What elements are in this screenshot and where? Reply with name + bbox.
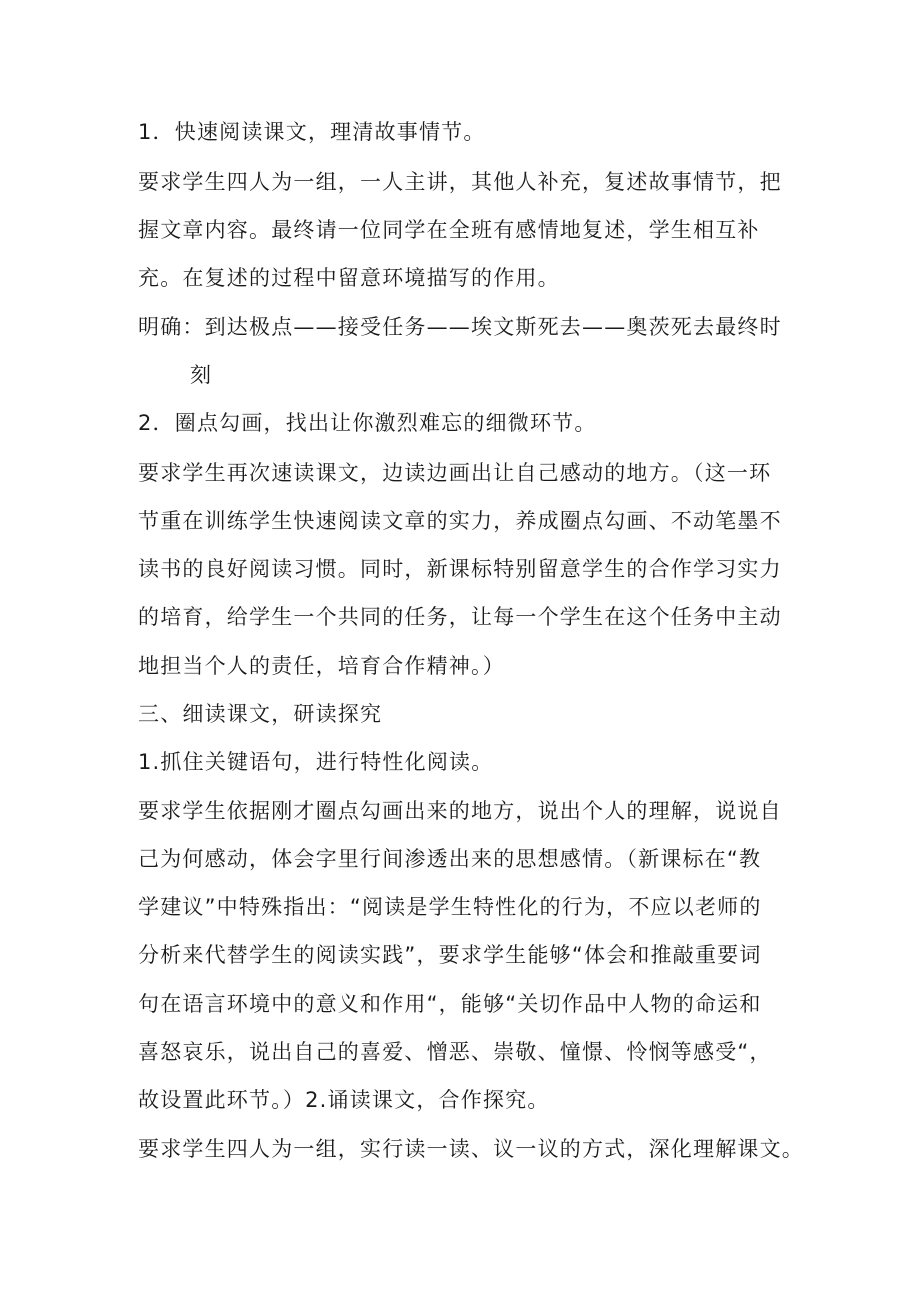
paragraph-line: 要求学生再次速读课文，边读边画出让自己感动的地方。（这一环 [138, 461, 772, 485]
paragraph-line: 节重在训练学生快速阅读文章的实力，养成圈点勾画、不动笔墨不 [138, 509, 782, 533]
section-heading: 三、细读课文，研读探究 [138, 702, 383, 726]
paragraph-line: 明确：到达极点——接受任务——埃文斯死去——奥茨死去最终时 [138, 315, 782, 339]
paragraph-line: 分析来代替学生的阅读实践”，要求学生能够“体会和推敲重要词 [138, 943, 762, 967]
paragraph-line: 要求学生四人为一组，实行读一读、议一议的方式，深化理解课文。 [138, 1137, 804, 1161]
paragraph-line: 的培育，给学生一个共同的任务，让每一个学生在这个任务中主动 [138, 605, 782, 629]
paragraph-line: 刻 [190, 363, 213, 387]
paragraph-line: 句在语言环境中的意义和作用“，能够“关切作品中人物的命运和 [138, 992, 762, 1016]
paragraph-line: 充。在复述的过程中留意环境描写的作用。 [138, 266, 560, 290]
paragraph-line: 要求学生四人为一组，一人主讲，其他人补充，复述故事情节，把 [138, 170, 782, 194]
paragraph-line: 握文章内容。最终请一位同学在全班有感情地复述，学生相互补 [138, 218, 760, 242]
heading-1: 1．快速阅读课文，理清故事情节。 [138, 120, 486, 144]
paragraph-line: 学建议”中特殊指出：“阅读是学生特性化的行为，不应以老师的 [138, 895, 762, 919]
heading-3: 1.抓住关键语句，进行特性化阅读。 [138, 750, 494, 774]
paragraph-line: 要求学生依据刚才圈点勾画出来的地方，说出个人的理解，说说自 [138, 799, 782, 823]
paragraph-line: 喜怒哀乐，说出自己的喜爱、憎恶、崇敬、憧憬、怜悯等感受“， [138, 1040, 772, 1064]
paragraph-line: 读书的良好阅读习惯。同时，新课标特别留意学生的合作学习实力 [138, 557, 782, 581]
heading-2: 2．圈点勾画，找出让你激烈难忘的细微环节。 [138, 411, 597, 435]
paragraph-line: 己为何感动，体会字里行间渗透出来的思想感情。（新课标在“教 [138, 847, 762, 871]
paragraph-line: 地担当个人的责任，培育合作精神。） [138, 654, 505, 678]
paragraph-line: 故设置此环节。）2.诵读课文，合作探究。 [138, 1088, 550, 1112]
